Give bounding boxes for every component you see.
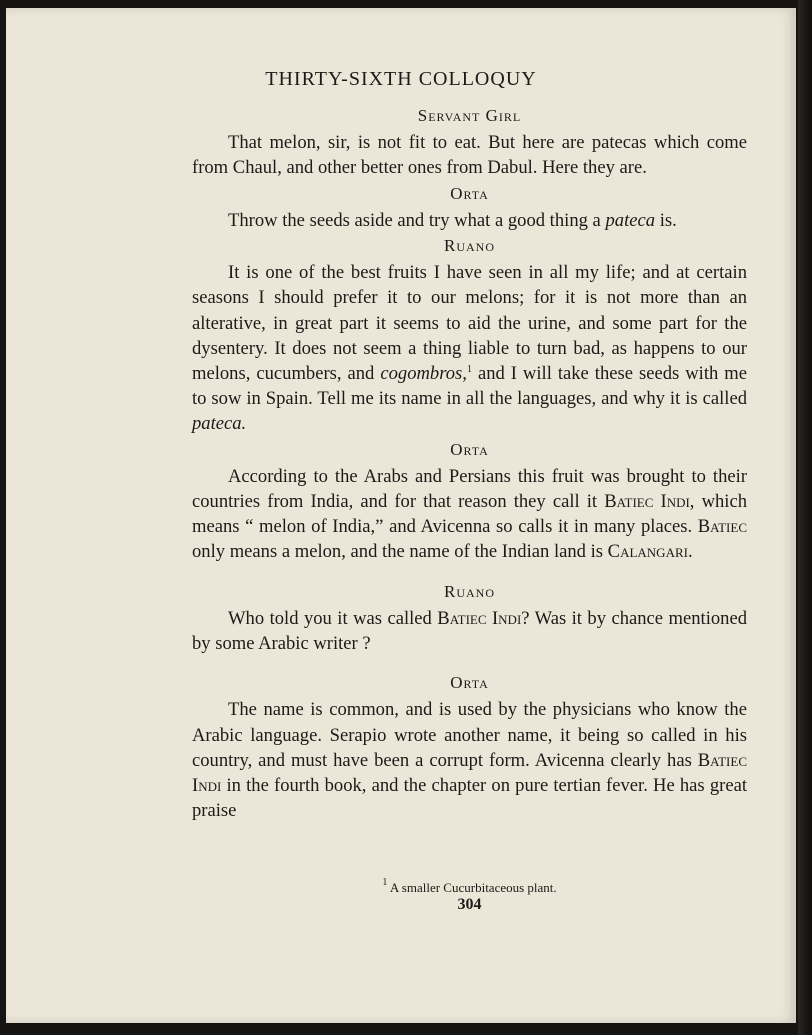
footnote — [192, 877, 747, 896]
speaker-orta-2: Orta — [450, 439, 489, 459]
book-edge — [798, 0, 812, 1035]
small-caps-term: Batiec Indi, — [604, 491, 695, 513]
small-caps-term: Batiec Indi — [437, 607, 522, 629]
paragraph-text: is. — [659, 209, 677, 231]
paragraph-text: ? Was it by chance mentioned by some Arabic writer ? — [192, 607, 747, 655]
page-number: 304 — [457, 896, 482, 913]
italic-term: pateca. — [192, 413, 247, 435]
italic-term: cogombros, — [380, 363, 467, 385]
small-caps-term: Calangari. — [607, 541, 693, 563]
paragraph-text: According to the Arabs and Persians this fruit was brought to their countries from India, and for that reason they call it — [192, 465, 747, 513]
paragraph-text: The name is common, and is used by the physicians who know the Arabic language. Serapio wrote another name, it being so called in his country, and must have been a corrupt form. Avicenna clearly has — [192, 699, 747, 771]
footnote-text: A smaller Cucurbitaceous plant. — [389, 880, 557, 895]
speaker-orta-3: Orta — [450, 673, 489, 693]
paragraph-orta-3 — [192, 697, 747, 823]
paragraph-text: and I will take these seeds with me to sow in Spain. Tell me its name in all the languages, and why it is called — [192, 363, 747, 410]
paragraph-text: in the fourth book, and the chapter on pure tertian fever. He has great praise — [192, 775, 747, 822]
paragraph-text: It is one of the best fruits I have seen in all my life; and at certain seasons I should prefer it to our melons; for it is not more than an alterative, in great part it seems to aid the urine, and some part for the dysentery. It does not seem a thing liable to turn bad, as happens to our melons, cucumbers, and — [192, 262, 747, 385]
book-page — [6, 8, 796, 1023]
italic-term: pateca — [605, 209, 656, 231]
page-body — [192, 103, 747, 823]
paragraph-orta-2 — [192, 464, 747, 565]
paragraph-text: Who told you it was called — [228, 607, 432, 629]
speaker-orta-1: Orta — [450, 183, 489, 203]
small-caps-term: Batiec Indi — [192, 749, 747, 797]
paragraph-ruano-1 — [192, 260, 747, 436]
paragraph-text: which means “ melon of India,” and Avicenna so calls it in many places. — [192, 491, 748, 538]
speaker-ruano-1: Ruano — [443, 236, 495, 256]
speaker-servant-girl: Servant Girl — [417, 106, 522, 125]
paragraph-text: only means a melon, and the name of the Indian land is — [192, 541, 604, 563]
small-caps-term: Batiec — [697, 516, 747, 538]
running-head: THIRTY-SIXTH COLLOQUY — [265, 68, 537, 90]
paragraph-servant-girl — [192, 130, 747, 180]
paragraph-ruano-2 — [192, 606, 747, 656]
speaker-ruano-2: Ruano — [443, 581, 495, 601]
footnote-marker: 1 — [382, 877, 388, 888]
footnote-reference: 1 — [466, 364, 472, 376]
paragraph-text: That melon, sir, is not fit to eat. But here are patecas which come from Chaul, and other better ones from Dabul. Here they are. — [192, 132, 747, 179]
paragraph-orta-1 — [192, 208, 747, 233]
paragraph-text: Throw the seeds aside and try what a good thing a — [228, 209, 601, 231]
